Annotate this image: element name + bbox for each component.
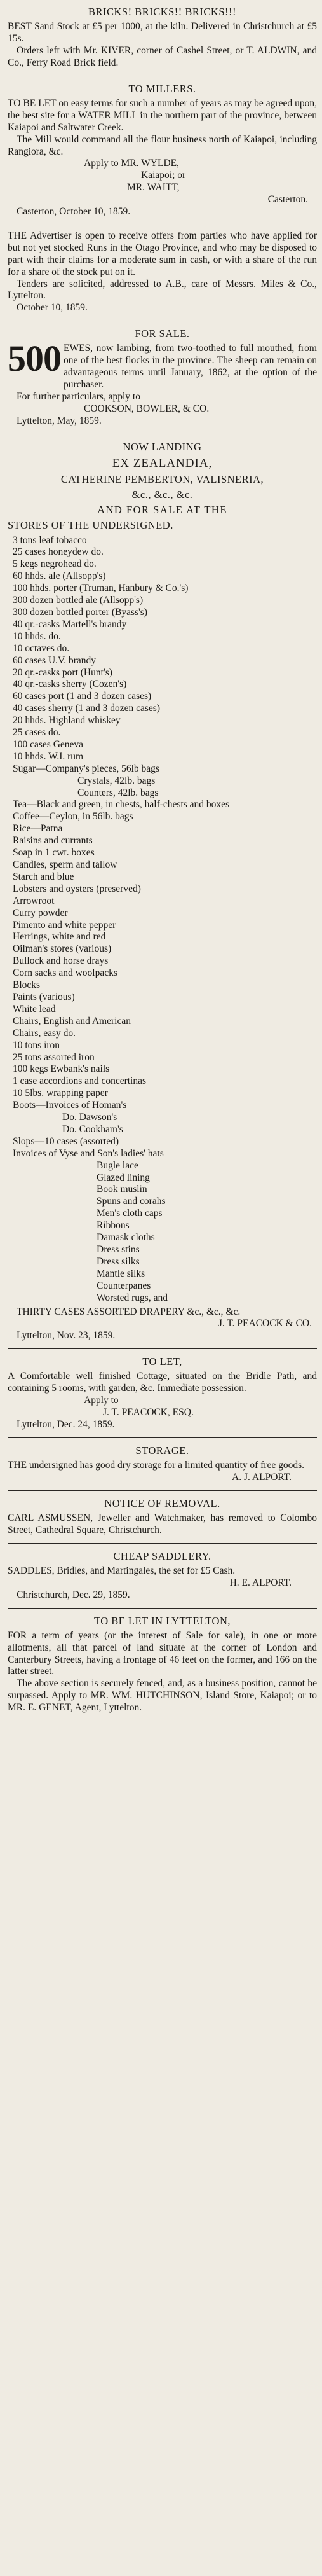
- list-item: 100 cases Geneva: [13, 738, 84, 750]
- list-item: 300 dozen bottled ale (Allsopp's): [13, 595, 144, 606]
- list-item: White lead: [13, 1003, 56, 1014]
- list-subitem: Dress silks: [97, 1256, 140, 1267]
- cottage-heading: TO LET,: [142, 1355, 182, 1368]
- newspaper-column: [4, 0, 318, 1717]
- storage-ad: [8, 1441, 317, 1487]
- divider: [8, 1348, 317, 1349]
- advertiser-body2: Tenders are solicited, addressed to A.B., care of Messrs. Miles & Co., Lyttelton.: [8, 278, 317, 301]
- advertiser-ad: [8, 228, 317, 317]
- list-item: 60 hhds. ale (Allsopp's): [13, 571, 106, 582]
- list-item: 5 kegs negrohead do.: [13, 558, 97, 570]
- list-subitem: Book muslin: [97, 1184, 147, 1195]
- list-item: 40 qr.-casks Martell's brandy: [13, 618, 127, 630]
- list-subitem: Men's cloth caps: [97, 1208, 163, 1219]
- bricks-title: BRICKS! BRICKS!! BRICKS!!!: [88, 6, 237, 18]
- removal-body: CARL ASMUSSEN, Jeweller and Watchmaker, has removed to Colombo Street, Cathedral Square, Christchurch.: [8, 1512, 317, 1535]
- list-item: 1 case accordions and concertinas: [13, 1076, 147, 1087]
- removal-heading: NOTICE OF REMOVAL.: [104, 1497, 220, 1509]
- saddlery-ad: [8, 1547, 317, 1605]
- list-item: 100 kegs Ewbank's nails: [13, 1063, 110, 1075]
- list-item: Slops—10 cases (assorted): [13, 1135, 119, 1147]
- list-item: Tea—Black and green, in chests, half-chests and boxes: [13, 799, 230, 810]
- list-item: Boots—Invoices of Homan's: [13, 1100, 127, 1111]
- bricks-body-block: [8, 21, 317, 45]
- stores-heading-1: NOW LANDING: [123, 440, 202, 453]
- ewes-date: Lyttelton, May, 1859.: [17, 415, 102, 426]
- list-subitem: Mantle silks: [97, 1268, 145, 1279]
- stores-date: Lyttelton, Nov. 23, 1859.: [17, 1330, 116, 1341]
- list-item: Rice—Patna: [13, 823, 63, 834]
- list-subitem: Glazed lining: [97, 1172, 150, 1183]
- list-item: 20 qr.-casks port (Hunt's): [13, 667, 112, 678]
- stores-heading-6: STORES OF THE UNDERSIGNED.: [8, 519, 173, 532]
- list-subitem: Bugle lace: [97, 1160, 138, 1171]
- list-item: Starch and blue: [13, 871, 74, 882]
- list-subitem: Do. Dawson's: [62, 1112, 117, 1123]
- bricks-orders: Orders left with Mr. KIVER, corner of Cashel Street, or T. ALDWIN, and Co., Ferry Road Brick field.: [8, 45, 317, 68]
- list-item: 10 5lbs. wrapping paper: [13, 1088, 108, 1099]
- list-item: 60 cases port (1 and 3 dozen cases): [13, 691, 152, 702]
- cottage-ad: [8, 1352, 317, 1434]
- list-item: Sugar—Company's pieces, 56lb bags: [13, 763, 159, 774]
- removal-ad: [8, 1494, 317, 1540]
- list-subitem: Damask cloths: [97, 1232, 155, 1243]
- list-item: Corn sacks and woolpacks: [13, 967, 117, 979]
- list-item: Bullock and horse drays: [13, 955, 109, 967]
- ewes-number: 500: [8, 338, 61, 380]
- list-item: 300 dozen bottled porter (Byass's): [13, 606, 147, 618]
- list-item: Arrowroot: [13, 895, 55, 906]
- list-item: 40 cases sherry (1 and 3 dozen cases): [13, 703, 160, 714]
- ewes-body-block: [8, 338, 317, 391]
- stores-list: [8, 535, 317, 1305]
- list-item: 10 tons iron: [13, 1039, 60, 1051]
- list-subitem: Worsted rugs, and: [97, 1292, 168, 1303]
- millers-apply3: MR. WAITT,: [127, 182, 180, 193]
- list-item: Blocks: [13, 980, 41, 991]
- cottage-body: A Comfortable well finished Cottage, situated on the Bridle Path, and containing 5 rooms, with garden, &c. Immediate possession.: [8, 1371, 317, 1394]
- lyttelton-heading: TO BE LET IN LYTTELTON,: [93, 1614, 231, 1627]
- list-subitem: Crystals, 42lb. bags: [77, 775, 156, 786]
- ewes-signature: COOKSON, BOWLER, & CO.: [84, 403, 210, 414]
- storage-signature: A. J. ALPORT.: [232, 1471, 292, 1483]
- millers-apply2: Kaiapoi; or: [141, 170, 186, 181]
- list-item: 10 octaves do.: [13, 642, 70, 654]
- advertiser-date: October 10, 1859.: [17, 302, 88, 314]
- lyttelton-ad: [8, 1612, 317, 1717]
- list-item: Raisins and currants: [13, 835, 93, 847]
- list-item: 20 hhds. Highland whiskey: [13, 715, 121, 726]
- cottage-apply: Apply to: [84, 1395, 119, 1406]
- saddlery-body: SADDLES, Bridles, and Martingales, the set for £5 Cash.: [8, 1565, 236, 1576]
- ewes-body2: For further particulars, apply to: [17, 391, 140, 403]
- stores-drapery: THIRTY CASES ASSORTED DRAPERY &c., &c., &c.: [17, 1306, 241, 1317]
- list-item: 40 qr.-casks sherry (Cozen's): [13, 679, 127, 690]
- list-item: Paints (various): [13, 991, 75, 1002]
- millers-heading: TO MILLERS.: [128, 82, 196, 95]
- list-item: Lobsters and oysters (preserved): [13, 883, 141, 894]
- cottage-date: Lyttelton, Dec. 24, 1859.: [17, 1419, 115, 1430]
- list-subitem: Do. Cookham's: [62, 1123, 123, 1135]
- list-item: 25 cases honeydew do.: [13, 546, 104, 558]
- list-item: Herrings, white and red: [13, 931, 106, 943]
- saddlery-heading: CHEAP SADDLERY.: [113, 1549, 211, 1562]
- stores-signature: J. T. PEACOCK & CO.: [218, 1318, 312, 1329]
- divider: [8, 1490, 317, 1491]
- list-subitem: Spuns and corahs: [97, 1196, 166, 1207]
- cottage-signature: J. T. PEACOCK, ESQ.: [103, 1407, 194, 1418]
- millers-body: TO BE LET on easy terms for such a number of years as may be agreed upon, the best site for a WATER MILL in the northern part of the province, between Kaiapoi and Saltwater Creek.: [8, 97, 317, 133]
- list-item: Curry powder: [13, 907, 68, 918]
- list-item: 10 hhds. do.: [13, 630, 61, 642]
- ewes-ad: [8, 324, 317, 430]
- list-subitem: Dress stins: [97, 1244, 140, 1256]
- divider: [8, 1543, 317, 1544]
- advertiser-body: THE Advertiser is open to receive offers from parties who have applied for but not yet stocked Runs in the Otago Province, and who may be disposed to part with their claims for a moderate sum in cash, or with a share of the run for a share of the stock put on it.: [8, 230, 317, 277]
- list-item: Oilman's stores (various): [13, 943, 112, 955]
- ewes-body: EWES, now lambing, from two-toothed to full mouthed, from one of the best flocks in the province. The sheep can remain on advantageous terms until January, 1862, at the option of the purchaser.: [64, 343, 317, 391]
- list-item: 3 tons leaf tobacco: [13, 534, 87, 546]
- storage-body: THE undersigned has good dry storage for a limited quantity of free goods.: [8, 1460, 305, 1471]
- saddlery-date: Christchurch, Dec. 29, 1859.: [17, 1589, 130, 1600]
- stores-heading-2: EX ZEALANDIA,: [112, 456, 213, 470]
- list-subitem: Ribbons: [97, 1220, 130, 1231]
- list-item: 60 cases U.V. brandy: [13, 654, 97, 666]
- stores-ad: [8, 438, 317, 1346]
- millers-date: Casterton, October 10, 1859.: [17, 206, 131, 218]
- bricks-body: BEST Sand Stock at £5 per 1000, at the kiln. Delivered in Christchurch at £5 15s.: [8, 21, 317, 45]
- list-item: Invoices of Vyse and Son's ladies' hats: [13, 1147, 164, 1159]
- millers-body2: The Mill would command all the flour business north of Kaiapoi, including Rangiora, &c.: [8, 134, 317, 157]
- millers-ad: [8, 80, 317, 221]
- list-item: 100 hhds. porter (Truman, Hanbury & Co.'s): [13, 583, 189, 594]
- ewes-heading: FOR SALE.: [135, 328, 190, 340]
- divider: [8, 1437, 317, 1438]
- list-item: Chairs, easy do.: [13, 1027, 76, 1039]
- list-item: Candles, sperm and tallow: [13, 859, 117, 871]
- list-item: Coffee—Ceylon, in 56lb. bags: [13, 811, 133, 822]
- lyttelton-body: FOR a term of years (or the interest of Sale for sale), in one or more allotments, all that parcel of land situate at the corner of London and Canterbury Streets, having a frontage of 46 feet on the former, and 166 on the latter street.: [8, 1630, 317, 1677]
- saddlery-signature: H. E. ALPORT.: [229, 1577, 292, 1588]
- stores-heading-4: &c., &c., &c.: [131, 488, 193, 501]
- list-item: 25 tons assorted iron: [13, 1051, 95, 1063]
- stores-heading-3: CATHERINE PEMBERTON, VALISNERIA,: [60, 473, 264, 486]
- millers-apply4: Casterton.: [267, 194, 308, 205]
- divider: [8, 1608, 317, 1609]
- list-item: 25 cases do.: [13, 727, 61, 738]
- lyttelton-body2: The above section is securely fenced, and, as a business position, cannot be surpassed. Apply to MR. WM. HUTCHINSON, Island Store, Kaiapoi; or to MR. E. GENET, Agent, Lyttelton.: [8, 1678, 317, 1714]
- bricks-ad: [8, 3, 317, 73]
- list-item: 10 hhds. W.I. rum: [13, 751, 84, 762]
- list-item: Chairs, English and American: [13, 1015, 131, 1027]
- list-item: Soap in 1 cwt. boxes: [13, 847, 95, 859]
- storage-heading: STORAGE.: [135, 1444, 189, 1457]
- stores-heading-5: AND FOR SALE AT THE: [97, 504, 227, 516]
- list-subitem: Counters, 42lb. bags: [77, 787, 159, 798]
- list-subitem: Counterpanes: [97, 1280, 151, 1291]
- list-item: Pimento and white pepper: [13, 919, 116, 931]
- millers-apply: Apply to MR. WYLDE,: [84, 158, 179, 169]
